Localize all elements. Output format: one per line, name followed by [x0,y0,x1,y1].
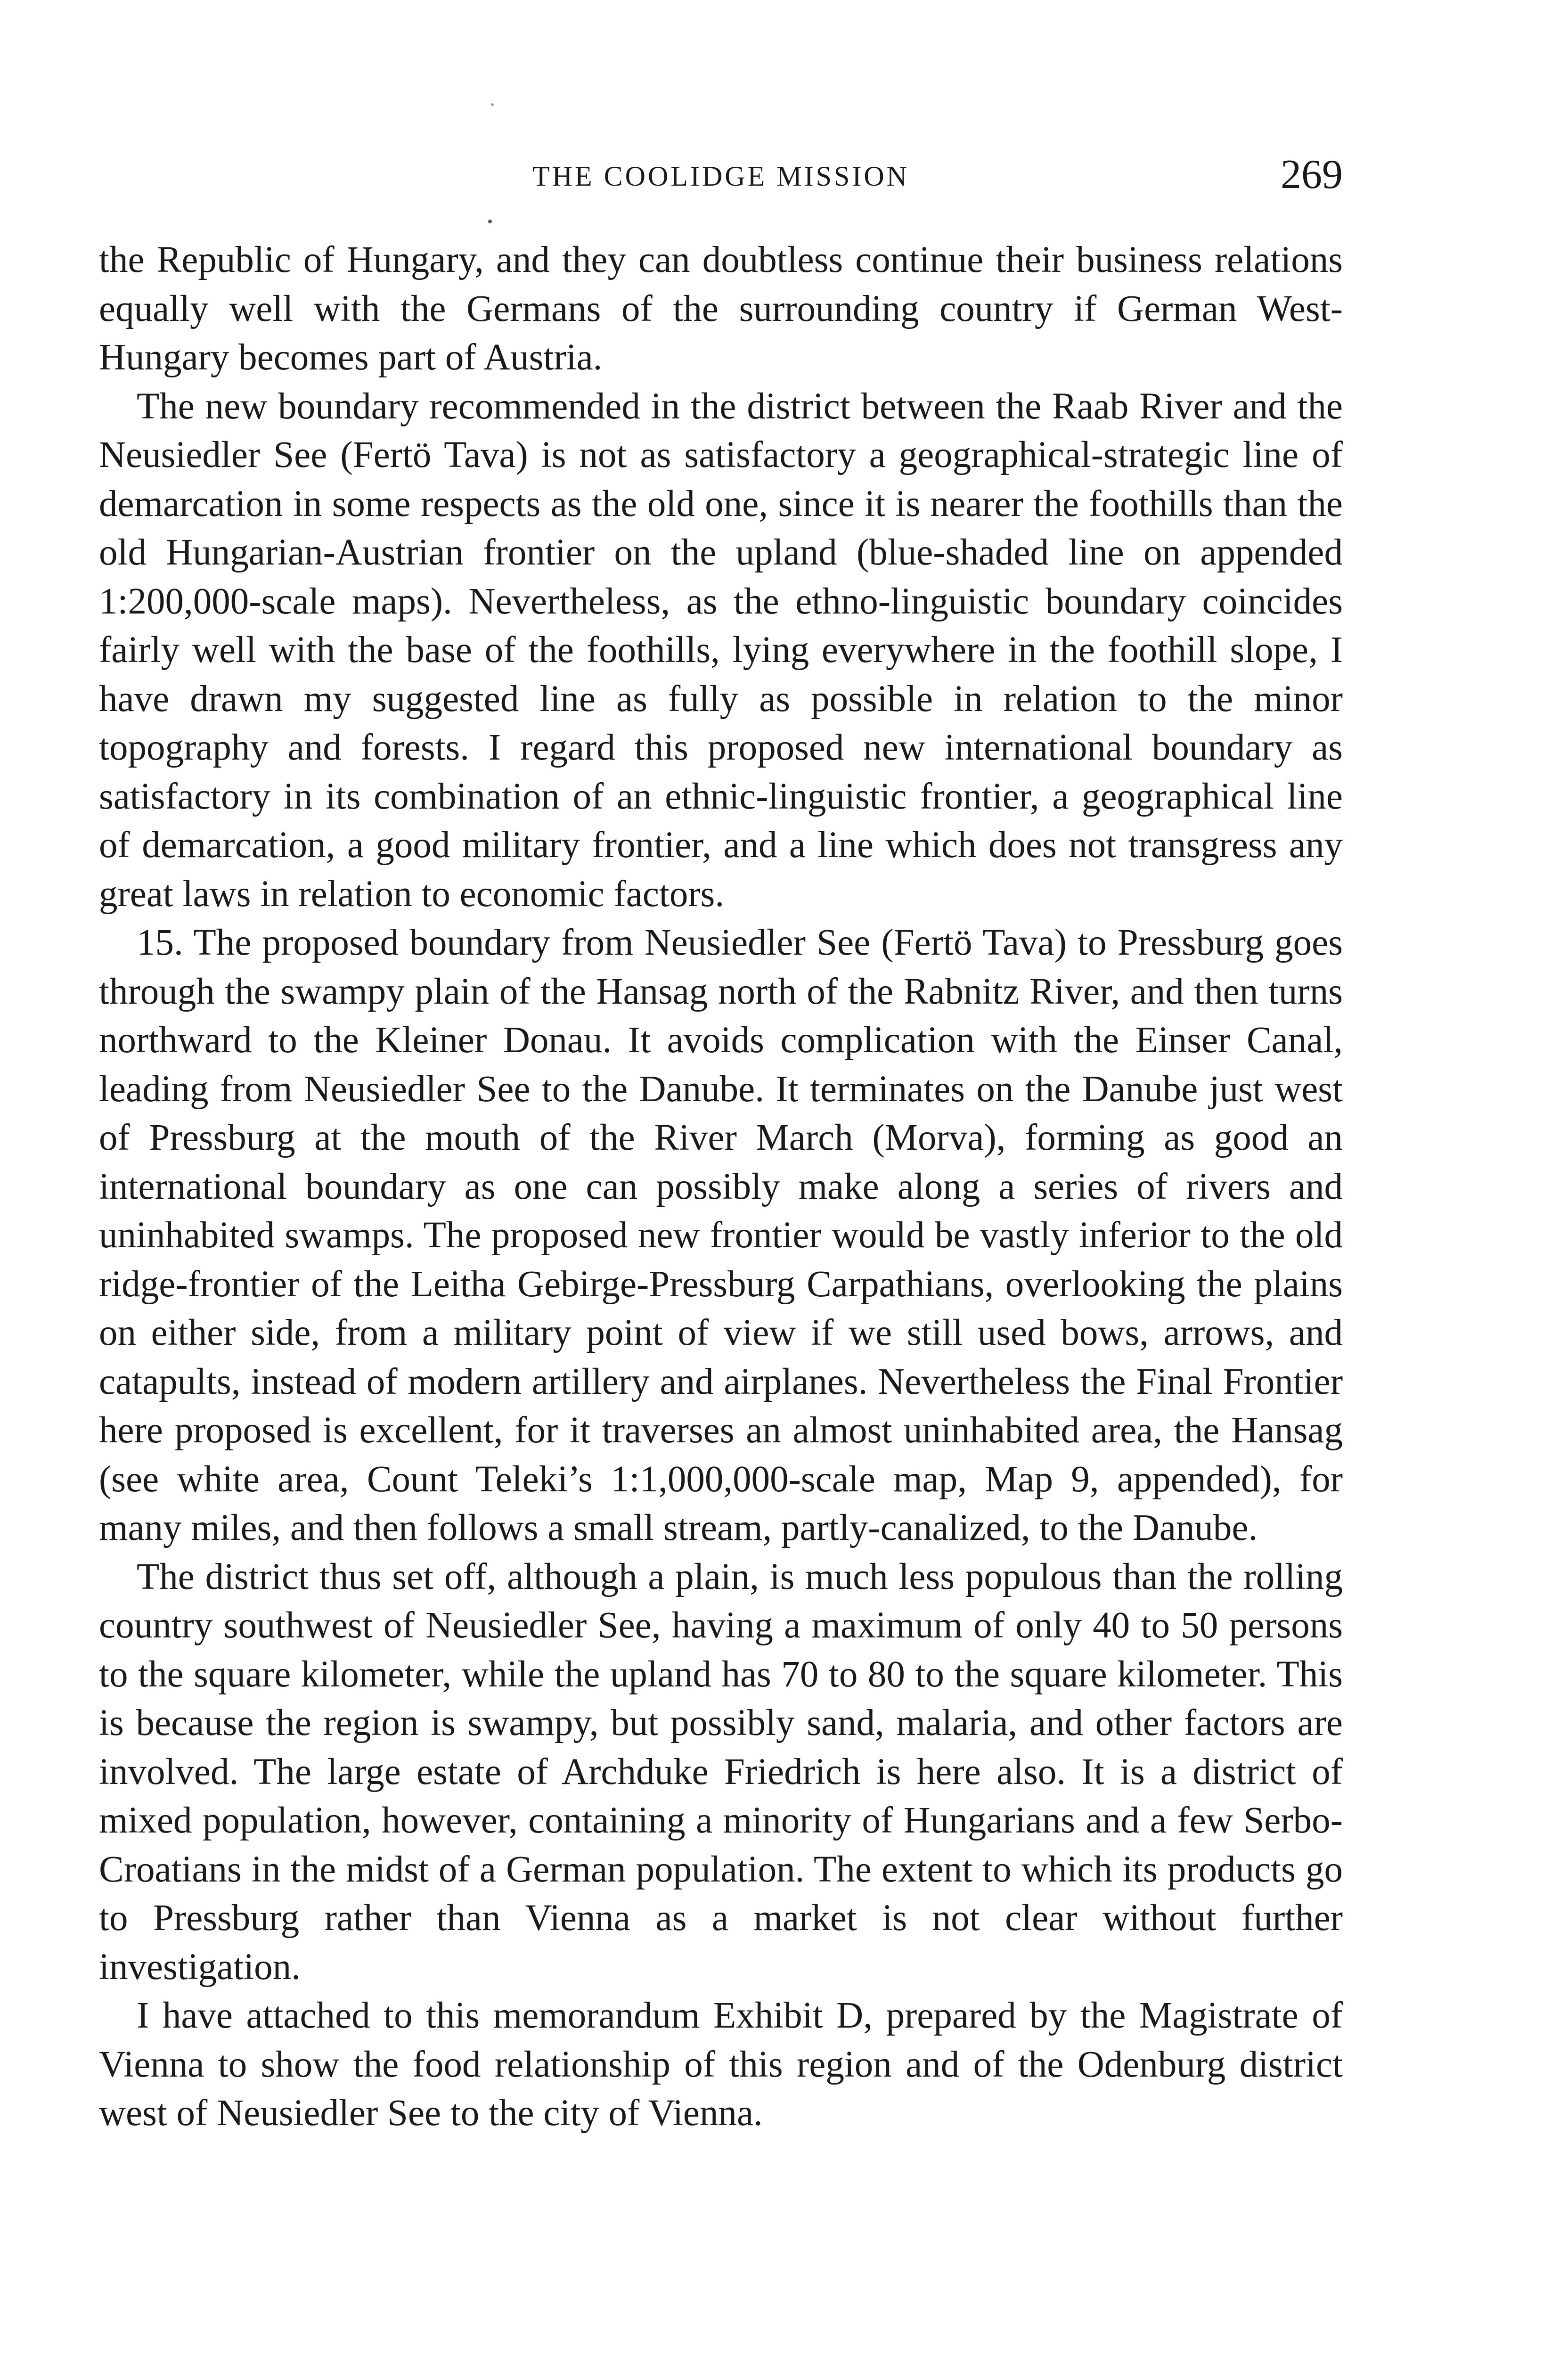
page-header [99,152,1343,212]
running-head: THE COOLIDGE MISSION [532,161,909,192]
speck-top [491,103,494,106]
page-number: 269 [1281,152,1343,197]
paragraph-exhibit-d: I have attached to this memorandum Exhibit D, prepared by the Magistrate of Vienna to show the food relationship of this region and of the Odenburg district west of Neusiedler See to the city of Vienna. [99,1995,1343,2134]
paragraph-district-population: The district thus set off, although a plain, is much less populous than the rolling country southwest of Neusiedler See, having a maximum of only 40 to 50 persons to the square kilometer, while the upland has 70 to 80 to the square kilometer. This is because the region is swampy, but possibly sand, malaria, and other factors are involved. The large estate of Archduke Friedrich is here also. It is a district of mixed population, however, containing a minority of Hungarians and a few Serbo-Croatians in the midst of a German population. The extent to which its products go to Pressburg rather than Vienna as a market is not clear without further investigation. [99,1556,1343,1988]
paragraph-section-15: 15. The proposed boundary from Neusiedler See (Fertö Tava) to Pressburg goes through the swampy plain of the Hansag north of the Rabnitz River, and then turns northward to the Kleiner Donau. It avoids complication with the Einser Canal, leading from Neusiedler See to the Danube. It terminates on the Danube just west of Pressburg at the mouth of the River March (Morva), forming as good an international boundary as one can possibly make along a series of rivers and uninhabited swamps. The proposed new frontier would be vastly inferior to the old ridge-frontier of the Leitha Gebirge-Pressburg Carpathians, overlooking the plains on either side, from a military point of view if we still used bows, arrows, and catapults, instead of modern artillery and airplanes. Nevertheless the Final Frontier here proposed is excellent, for it traverses an almost uninhabited area, the Hansag (see white area, Count Teleki’s 1:1,000,000-scale map, Map 9, appended), for many miles, and then follows a small stream, partly-canalized, to the Danube. [99,922,1343,1548]
body-text [99,236,1343,2138]
paragraph-boundary-raab: The new boundary recommended in the district between the Raab River and the Neusiedler See (Fertö Tava) is not as satisfactory a geographical-strategic line of demarcation in some respects as the old one, since it is nearer the foothills than the old Hungarian-Austrian frontier on the upland (blue-shaded line on appended 1:200,000-scale maps). Nevertheless, as the ethno-linguistic boundary coincides fairly well with the base of the foothills, lying everywhere in the foothill slope, I have drawn my suggested line as fully as possible in relation to the minor topography and forests. I regard this proposed new international boundary as satisfactory in its combination of an ethnic-linguistic frontier, a geographical line of demarcation, a good military frontier, and a line which does not transgress any great laws in relation to economic factors. [99,385,1343,915]
speck-header [488,220,492,223]
paragraph-continuation: the Republic of Hungary, and they can doubtless continue their business relations equally well with the Germans of the surrounding country if German West-Hungary becomes part of Austria. [99,239,1343,378]
